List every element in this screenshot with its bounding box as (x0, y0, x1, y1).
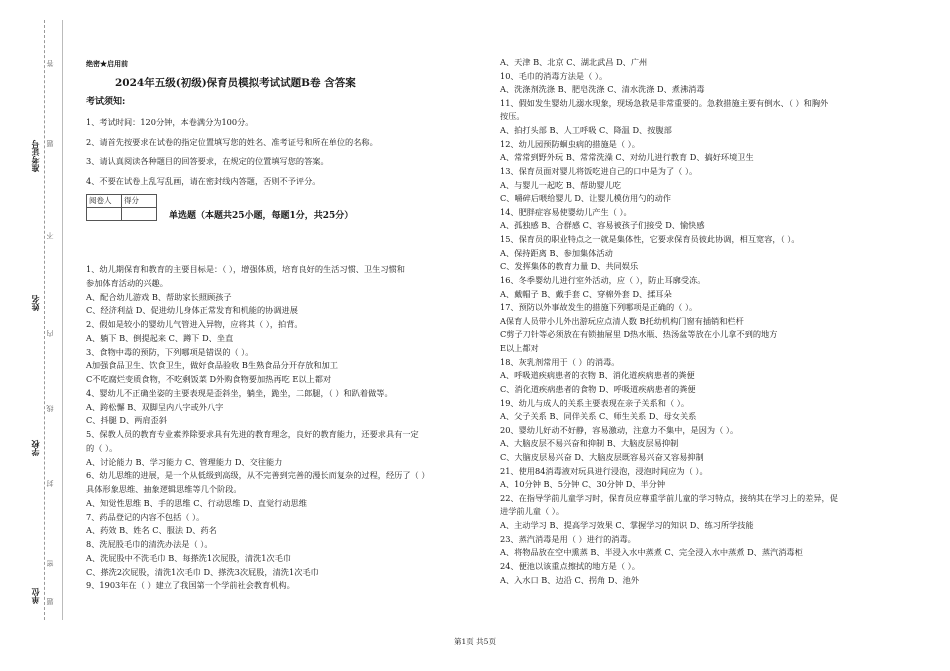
question-line: 17、预防以外事故发生的措施下列哪项是正确的（ ）。 (500, 302, 698, 313)
side-mark: 题 (46, 140, 54, 147)
side-mark: 密 (46, 560, 54, 567)
question-line: 进学前儿童（ ）。 (500, 506, 565, 517)
question-line: 9、1903年在（ ）建立了我国第一个学前社会教育机构。 (86, 580, 295, 591)
confidential-tag: 绝密★启用前 (86, 59, 128, 68)
question-line: A、入水口 B、边沿 C、拐角 D、池外 (500, 574, 640, 585)
seal-dashed-line (44, 20, 45, 620)
question-line: C、抖腿 D、两肩歪斜 (86, 415, 167, 426)
question-line: A、呼吸道疾病患者的衣物 B、消化道疾病患者的粪便 (500, 370, 695, 381)
score-table-grader-header: 阅卷人 (87, 195, 122, 208)
question-line: A、孤独感 B、合群感 C、容易被孩子们接受 D、愉快感 (500, 220, 705, 231)
question-line: A、药效 B、姓名 C、服法 D、药名 (86, 525, 217, 536)
question-line: C、消化道疾病患者的食物 D、呼吸道疾病患者的粪便 (500, 383, 696, 394)
question-line: A、躺下 B、倒提起来 C、蹲下 D、坐直 (86, 332, 234, 343)
question-line: C、发挥集体的教育力量 D、共同娱乐 (500, 261, 639, 272)
question-line: A、主动学习 B、提高学习效果 C、掌握学习的知识 D、练习所学技能 (500, 520, 754, 531)
side-mark: 题 (46, 598, 54, 605)
question-line: A加强食品卫生、饮食卫生，做好食品验收 B生熟食品分开存放和加工 (86, 360, 338, 371)
side-mark: 不 (46, 232, 54, 239)
question-line: A、洗屁股中不洗毛巾 B、每搽洗1次屁股，清洗1次毛巾 (86, 552, 292, 563)
notice-item: 2、请首先按要求在试卷的指定位置填写您的姓名、准考证号和所在单位的名称。 (86, 137, 378, 147)
question-line: A、配合幼儿游戏 B、帮助家长照顾孩子 (86, 291, 232, 302)
side-label-unit: 单位 (31, 588, 40, 604)
question-line: 11、假如发生婴幼儿溺水现象，现场急救是非常重要的。急救措施主要有倒水、（ ）和胸外 (500, 97, 829, 108)
question-line: A、知觉性思维 B、手的思维 C、行动思维 D、直觉行动思维 (86, 497, 307, 508)
question-line: C、经济利益 D、促进幼儿身体正常发育和机能的协调进展 (86, 305, 298, 316)
score-table (86, 194, 157, 221)
question-line: 21、使用84消毒液对玩具进行浸泡，浸泡时间应为（ ）。 (500, 465, 708, 476)
question-line: 12、幼儿园预防蛔虫病的措施是（ ）。 (500, 138, 640, 149)
question-line: 18、灰乳剂常用于（ ）的消毒。 (500, 356, 620, 367)
question-line: 16、冬季婴幼儿进行室外活动，应（ ），防止耳廓受冻。 (500, 274, 706, 285)
seal-solid-line (62, 20, 63, 620)
question-line: A、与婴儿一起吃 B、帮助婴儿吃 (500, 179, 621, 190)
question-line: E以上都对 (500, 343, 539, 354)
question-line: 5、保教人员的教育专业素养除要求具有先进的教育理念，良好的教育能力，还要求具有一定 (86, 429, 419, 439)
question-line: 22、在指导学前儿童学习时，保育员应尊重学前儿童的学习特点，接纳其在学习上的差异，促 (500, 492, 838, 503)
side-label-school: 学校 (31, 440, 40, 456)
side-mark: 内 (46, 330, 54, 337)
side-label-exam-number: 准考证号 (31, 140, 40, 172)
question-line: A、将物品放在空中熏蒸 B、半浸入水中蒸煮 C、完全浸入水中蒸煮 D、蒸汽消毒柜 (500, 547, 803, 558)
question-line: A、保持距离 B、参加集体活动 (500, 247, 613, 258)
question-line: C不吃腐烂变质食物，不吃剩饭菜 D外购食物要加热再吃 E以上都对 (86, 374, 332, 384)
notice-item: 1、考试时间：120分钟，本卷满分为100分。 (86, 117, 254, 127)
question-line: A、跨松懈 B、双脚呈内八字或外八字 (86, 401, 224, 412)
question-line: 7、药品登记的内容不包括（ ）。 (86, 511, 205, 522)
question-line: A、大脑皮层不易兴奋和抑制 B、大脑皮层易抑制 (500, 438, 679, 449)
question-line: 20、婴幼儿好动不好静，容易激动，注意力不集中，是因为（ ）。 (500, 424, 739, 435)
side-mark: 答 (46, 60, 54, 67)
question-line: 2、假如是较小的婴幼儿气管进入异物，应将其（ ），拍背。 (86, 319, 303, 329)
notice-item: 3、请认真阅读各种题目的回答要求，在规定的位置填写您的答案。 (86, 156, 329, 166)
score-table-score-header: 得分 (122, 195, 157, 208)
question-line: 参加体育活动的兴趣。 (86, 277, 168, 288)
score-table-score-cell (122, 208, 157, 221)
question-line: A、洗涤剂洗涤 B、肥皂洗涤 C、清水洗涤 D、煮沸消毒 (500, 84, 705, 95)
question-line: A、讨论能力 B、学习能力 C、管理能力 D、交往能力 (86, 456, 283, 467)
question-line: A、天津 B、北京 C、湖北武昌 D、广州 (500, 57, 648, 67)
question-line: C、嚼碎后喂给婴儿 D、让婴儿模仿用勺的动作 (500, 193, 671, 204)
question-line: 具体形象思维、抽象逻辑思维等几个阶段。 (86, 484, 242, 494)
question-line: 23、蒸汽消毒是用（ ）进行的消毒。 (500, 533, 636, 544)
question-line: 24、便池以该重点擦拭的地方是（ ）。 (500, 560, 640, 571)
question-line: 14、肥胖症容易使婴幼儿产生（ ）。 (500, 206, 632, 217)
question-line: 10、毛巾的消毒方法是（ ）。 (500, 70, 608, 81)
question-line: 1、幼儿期保育和教育的主要目标是：（ ），增强体质，培育良好的生活习惯、卫生习惯和 (86, 264, 405, 274)
question-line: 15、保育员的职业特点之一就是集体性，它要求保育员彼此协调，相互宽容，（ ）。 (500, 234, 800, 245)
question-line: 的（ ）。 (86, 442, 118, 453)
notice-heading: 考试须知: (86, 97, 126, 107)
page-number: 第1页 共5页 (454, 637, 496, 646)
question-line: A、戴帽子 B、戴手套 C、穿棉外套 D、揉耳朵 (500, 288, 672, 299)
question-line: 6、幼儿思维的进展，是一个从低级到高级，从不完善到完善的漫长而复杂的过程，经历了（ ） (86, 470, 430, 481)
question-line: A保育人员带小儿外出游玩应点清人数 B托幼机构门窗有插销和栏杆 (500, 315, 744, 326)
question-line: 3、食物中毒的预防，下列哪项是错误的（ ）。 (86, 346, 254, 357)
question-line: 4、婴幼儿不正确坐姿的主要表现是歪斜坐，躺坐，跪坐，二郎腿，（ ）和趴着做等。 (86, 387, 393, 398)
score-table-grader-cell (87, 208, 122, 221)
section-heading: 单选题（本题共25小题，每题1分，共25分） (169, 211, 354, 221)
notice-item: 4、不要在试卷上乱写乱画，请在密封线内答题，否则不予评分。 (86, 176, 321, 186)
question-line: A、常常到野外玩 B、常常洗澡 C、对幼儿进行教育 D、搞好环境卫生 (500, 152, 754, 163)
side-mark: 线 (46, 405, 54, 412)
question-line: A、父子关系 B、同伴关系 C、师生关系 D、母女关系 (500, 411, 697, 422)
question-line: 19、幼儿与成人的关系主要表现在亲子关系和（ ）。 (500, 397, 690, 408)
page-title: 2024年五级(初级)保育员模拟考试试题B卷 含答案 (115, 77, 356, 89)
question-line: 13、保育员面对婴儿将饭吃进自己的口中是为了（ ）。 (500, 165, 698, 176)
question-line: C、大脑皮层易兴奋 D、大脑皮层既容易兴奋又容易抑制 (500, 451, 704, 462)
question-line: C剪子刀针等必须放在有锁抽屉里 D热水瓶、热汤盆等放在小儿拿不到的地方 (500, 329, 778, 340)
question-line: 8、洗屁股毛巾的清洗办法是（ ）。 (86, 539, 213, 549)
question-line: C、搽洗2次屁股，清洗1次毛巾 D、搽洗3次屁股，清洗1次毛巾 (86, 566, 319, 577)
question-line: A、10分钟 B、5分钟 C、30分钟 D、半分钟 (500, 479, 666, 490)
question-line: A、拍打头部 B、人工呼吸 C、降温 D、按腹部 (500, 125, 672, 136)
side-mark: 封 (46, 480, 54, 487)
side-label-name: 姓名 (31, 295, 40, 311)
question-line: 按压。 (500, 111, 525, 122)
